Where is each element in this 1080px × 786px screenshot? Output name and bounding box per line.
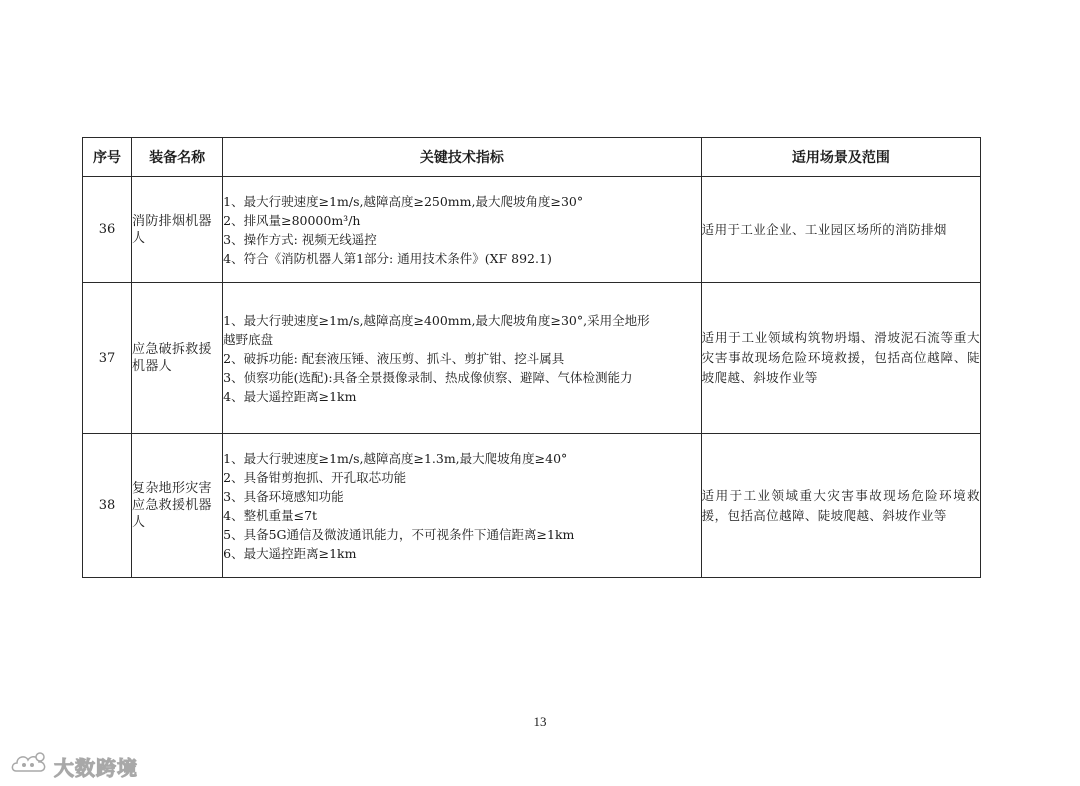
watermark [10, 751, 138, 781]
spec-line: 4、整机重量≤7t [223, 507, 318, 523]
table-header-row [83, 138, 981, 177]
spec-cell [223, 283, 702, 434]
scope-cell: 适用于工业领域构筑物坍塌、滑坡泥石流等重大灾害事故现场危险环境救援，包括高位越障、陡坡爬越、斜坡作业等 [701, 283, 980, 434]
spec-line: 2、具备钳剪抱抓、开孔取芯功能 [223, 469, 407, 485]
scope-cell: 适用于工业企业、工业园区场所的消防排烟 [701, 177, 980, 283]
row-number: 38 [83, 434, 132, 578]
spec-line: 4、最大遥控距离≥1km [223, 388, 357, 404]
spec-cell [223, 177, 702, 283]
equipment-name: 复杂地形灾害应急救援机器人 [132, 434, 223, 578]
watermark-text: 大数跨境 [54, 755, 138, 780]
spec-line: 1、最大行驶速度≥1m/s,越障高度≥250mm,最大爬坡角度≥30° [223, 193, 584, 209]
spec-line: 6、最大遥控距离≥1km [223, 545, 357, 561]
header-spec: 关键技术指标 [223, 138, 702, 177]
table-row [83, 434, 981, 578]
spec-line: 5、具备5G通信及微波通讯能力，不可视条件下通信距离≥1km [223, 526, 575, 542]
page-number: 13 [533, 714, 547, 729]
spec-line: 1、最大行驶速度≥1m/s,越障高度≥400mm,最大爬坡角度≥30°,采用全地形 [223, 312, 650, 328]
cloud-logo-icon [10, 751, 50, 781]
spec-line: 2、破拆功能: 配套液压锤、液压剪、抓斗、剪扩钳、挖斗属具 [223, 350, 565, 366]
equipment-name: 应急破拆救援机器人 [132, 283, 223, 434]
row-number: 37 [83, 283, 132, 434]
header-name: 装备名称 [132, 138, 223, 177]
spec-line: 4、符合《消防机器人第1部分: 通用技术条件》(XF 892.1) [223, 250, 552, 266]
spec-line: 3、操作方式: 视频无线遥控 [223, 231, 377, 247]
scope-cell: 适用于工业领域重大灾害事故现场危险环境救援，包括高位越障、陡坡爬越、斜坡作业等 [701, 434, 980, 578]
spec-line: 越野底盘 [223, 331, 274, 347]
header-no: 序号 [83, 138, 132, 177]
header-scope: 适用场景及范围 [701, 138, 980, 177]
spec-line: 2、排风量≥80000m³/h [223, 212, 361, 228]
equipment-name: 消防排烟机器人 [132, 177, 223, 283]
table-row [83, 283, 981, 434]
row-number: 36 [83, 177, 132, 283]
spec-line: 3、具备环境感知功能 [223, 488, 344, 504]
spec-cell [223, 434, 702, 578]
equipment-table [82, 137, 981, 578]
table-row [83, 177, 981, 283]
spec-line: 1、最大行驶速度≥1m/s,越障高度≥1.3m,最大爬坡角度≥40° [223, 450, 568, 466]
spec-line: 3、侦察功能(选配):具备全景摄像录制、热成像侦察、避障、气体检测能力 [223, 369, 633, 385]
